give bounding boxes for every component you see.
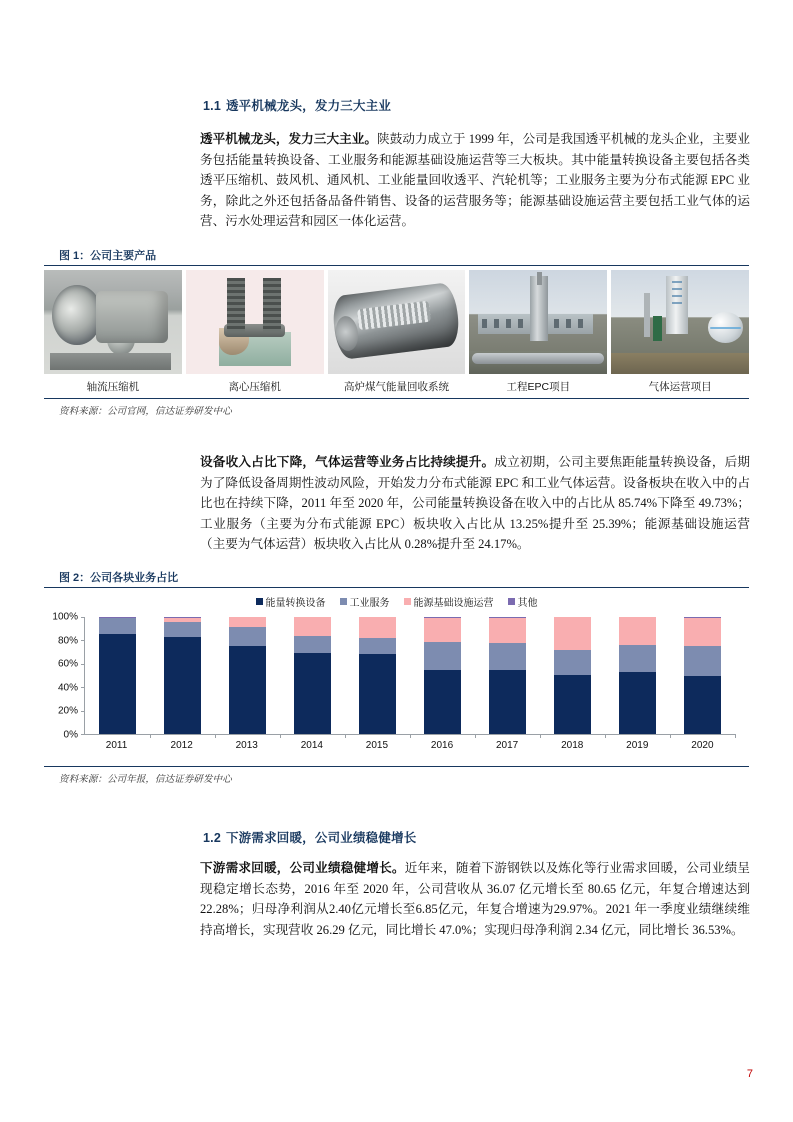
y-axis-tick-label: 100% (52, 611, 78, 623)
figure-1-source: 资料来源：公司官网，信达证券研发中心 (59, 406, 232, 417)
bar-segment (164, 622, 200, 637)
bar-segment (359, 638, 395, 654)
legend-item-0 (256, 594, 326, 609)
legend-label: 能量转换设备 (265, 598, 326, 609)
bar-segment (489, 618, 525, 643)
product-caption-4: 工程EPC项目 (506, 381, 571, 393)
axial-compressor-photo (44, 270, 182, 374)
bar-segment (229, 646, 265, 734)
section-heading-1-1 (203, 96, 391, 114)
x-axis-tick-label: 2017 (495, 740, 519, 751)
stacked-bar (99, 617, 135, 734)
section-title-1-1: 透平机械龙头，发力三大主业 (225, 99, 392, 113)
paragraph-1-2-body: 近年来，随着下游钢铁以及炼化等行业需求回暖，公司业绩呈现稳定增长态势，2016 年至 2020 年，公司营收从 36.07 亿元增长至 80.65 亿元，年复合增速达到22.28%；归母净利润从2.40亿元增长至6.85亿元，年复合增速为29.97%。2021 年一季度业绩继续维持高增长，实现营收 26.29 亿元，同比增长 47.0%；实现归母净利润 2.34 亿元，同比增长 36.53%。 (200, 861, 751, 937)
bar-column (475, 617, 540, 734)
bar-segment (99, 618, 135, 634)
legend-swatch-icon (340, 598, 347, 605)
bar-segment (684, 676, 720, 734)
x-axis-tick-label: 2019 (626, 740, 649, 751)
bar-segment (359, 617, 395, 638)
product-item-4 (469, 270, 607, 398)
paragraph-1-1-lead: 透平机械龙头，发力三大主业。 (200, 132, 378, 146)
product-item-3 (328, 270, 466, 398)
stacked-bar (294, 617, 330, 734)
figure-1 (44, 247, 749, 417)
x-axis-tick-label: 2020 (691, 740, 714, 751)
y-axis-tick-label: 0% (63, 729, 78, 741)
figure-2-title: 图 2：公司各块业务占比 (44, 569, 749, 588)
bar-segment (684, 646, 720, 676)
chart-plot-area (44, 611, 749, 751)
x-axis-tick-label: 2012 (170, 740, 193, 751)
figure-2 (44, 569, 749, 785)
y-axis-tick-label: 40% (57, 682, 78, 694)
paragraph-1-2-lead: 下游需求回暖，公司业绩稳健增长。 (200, 861, 405, 875)
section-number-1-2: 1.2 (203, 831, 221, 845)
product-caption-1: 轴流压缩机 (86, 381, 140, 393)
chart-legend (44, 594, 749, 609)
bar-segment (424, 642, 460, 670)
x-axis-tick-label: 2013 (235, 740, 258, 751)
chart-bars (85, 617, 735, 734)
x-axis-tick-label: 2018 (561, 740, 584, 751)
bar-segment (229, 617, 265, 626)
product-item-5 (611, 270, 749, 398)
bar-segment (424, 670, 460, 734)
bar-segment (359, 654, 395, 734)
section-heading-1-2 (203, 828, 417, 846)
bar-column (605, 617, 670, 734)
bar-segment (164, 637, 200, 734)
product-item-2 (186, 270, 324, 398)
paragraph-1-1-body: 陕鼓动力成立于 1999 年，公司是我国透平机械的龙头企业，主要业务包括能量转换设备、工业服务和能源基础设施运营等三大板块。其中能量转换设备主要包括各类透平压缩机、鼓风机、通风机、工业能量回收透平、汽轮机等；工业服务主要为分布式能源 EPC 业务，除此之外还包括备品备件销售、设备的运营服务等；能源基础设施运营主要包括工业气体的运营、污水处理运营和园区一体化运营。 (200, 132, 751, 229)
figure-1-product-row (44, 266, 749, 398)
legend-swatch-icon (508, 598, 515, 605)
trt-system-photo (328, 270, 466, 374)
bar-segment (554, 617, 590, 650)
x-axis-tick-label: 2014 (300, 740, 323, 751)
bar-segment (619, 617, 655, 645)
legend-label: 工业服务 (349, 598, 390, 609)
bar-column (215, 617, 280, 734)
paragraph-1-2 (200, 858, 750, 940)
product-caption-5: 气体运营项目 (648, 381, 712, 393)
figure-1-title: 图 1：公司主要产品 (44, 247, 749, 266)
chart-axes (84, 617, 735, 735)
bar-column (540, 617, 605, 734)
gas-operation-photo (611, 270, 749, 374)
legend-item-2 (404, 594, 494, 609)
bar-column (85, 617, 150, 734)
product-caption-2: 离心压缩机 (228, 381, 281, 393)
stacked-bar (489, 617, 525, 734)
section-number-1-1: 1.1 (203, 99, 221, 113)
y-axis-tick-label: 20% (57, 705, 78, 717)
bar-segment (554, 650, 590, 675)
stacked-bar (229, 617, 265, 734)
paragraph-1-1b-lead: 设备收入占比下降，气体运营等业务占比持续提升。 (200, 455, 495, 469)
legend-item-1 (340, 594, 390, 609)
page-number: 7 (746, 1068, 753, 1080)
business-mix-chart (44, 588, 749, 766)
epc-project-photo (469, 270, 607, 374)
x-axis-tick-label: 2011 (105, 740, 128, 751)
legend-swatch-icon (256, 598, 263, 605)
x-axis-tick (735, 734, 736, 738)
y-axis-tick-label: 60% (57, 658, 78, 670)
paragraph-1-1b-body: 成立初期，公司主要焦距能量转换设备，后期为了降低设备周期性波动风险，开始发力分布式能源 EPC 和工业气体运营。设备板块在收入中的占比也在持续下降，2011 年至 2020 年，公司能量转换设备在收入中的占比从 85.74%下降至 49.73%；工业服务（主要为分布式能源 EPC）板块收入占比从 13.25%提升至 25.39%；能源基础设施运营（主要为气体运营）板块收入占比从 0.28%提升至 24.17%。 (200, 455, 751, 552)
bar-segment (489, 643, 525, 670)
bar-column (280, 617, 345, 734)
x-axis-tick-label: 2016 (430, 740, 454, 751)
bar-segment (489, 670, 525, 734)
stacked-bar (424, 617, 460, 734)
stacked-bar (684, 617, 720, 734)
bar-segment (294, 636, 330, 653)
bar-segment (294, 653, 330, 734)
stacked-bar (619, 617, 655, 734)
bar-segment (99, 634, 135, 734)
stacked-bar (164, 617, 200, 734)
bar-column (410, 617, 475, 734)
legend-label: 能源基础设施运营 (413, 598, 494, 609)
bar-segment (294, 617, 330, 635)
x-axis-tick-label: 2015 (365, 740, 389, 751)
bar-segment (619, 645, 655, 672)
bar-segment (684, 618, 720, 646)
section-title-1-2: 下游需求回暖，公司业绩稳健增长 (225, 831, 417, 845)
legend-swatch-icon (404, 598, 411, 605)
centrifugal-compressor-photo (186, 270, 324, 374)
paragraph-1-1b (200, 452, 750, 555)
figure-2-source: 资料来源：公司年报，信达证券研发中心 (59, 774, 232, 785)
bar-segment (619, 672, 655, 734)
stacked-bar (554, 617, 590, 734)
bar-column (150, 617, 215, 734)
product-item-1 (44, 270, 182, 398)
legend-item-3 (508, 594, 538, 609)
bar-segment (424, 618, 460, 642)
chart-x-axis-labels (84, 735, 735, 751)
paragraph-1-1 (200, 129, 750, 232)
stacked-bar (359, 617, 395, 734)
y-axis-tick-label: 80% (57, 635, 78, 647)
bar-column (345, 617, 410, 734)
legend-label: 其他 (517, 598, 538, 609)
bar-column (670, 617, 735, 734)
bar-segment (229, 627, 265, 646)
bar-segment (554, 675, 590, 734)
product-caption-3: 高炉煤气能量回收系统 (343, 381, 449, 393)
